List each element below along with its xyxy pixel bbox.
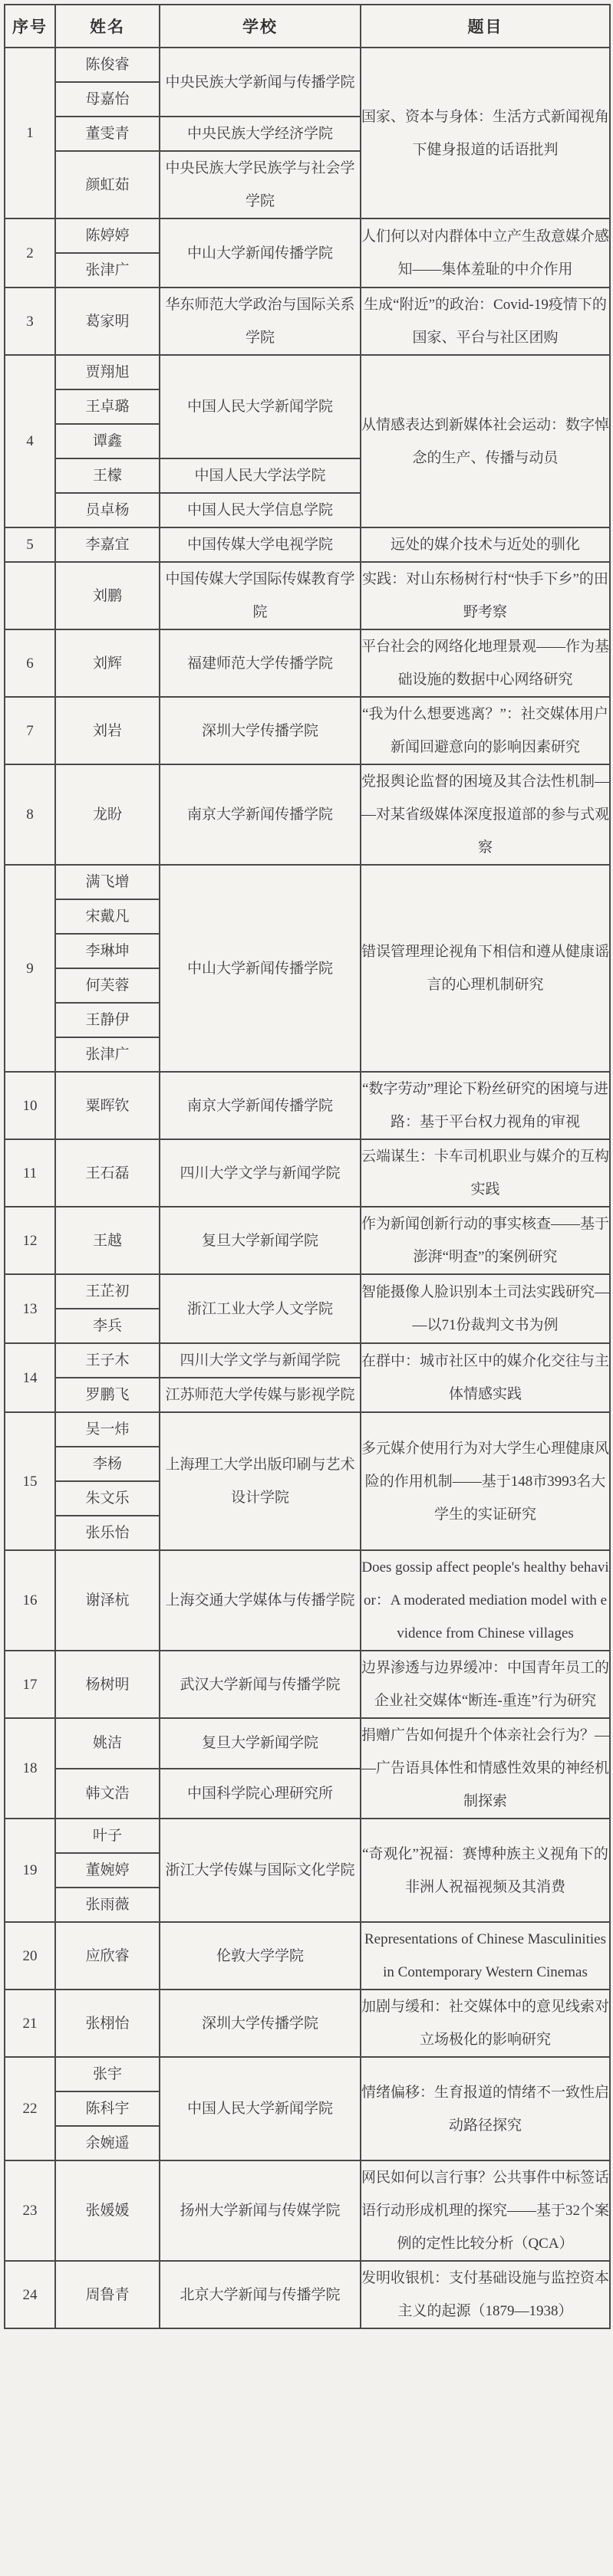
table-row — [5, 2261, 610, 2328]
table-row — [5, 562, 610, 629]
name-cell: 叶子 — [55, 1819, 160, 1853]
title-cell: 作为新闻创新行动的事实核查——基于澎湃“明查”的案例研究 — [361, 1207, 610, 1274]
serial-cell: 12 — [5, 1207, 55, 1274]
table-row — [5, 629, 610, 697]
name-cell: 张津广 — [55, 253, 160, 288]
table-row — [5, 1343, 610, 1378]
name-cell: 王檬 — [55, 458, 160, 493]
serial-cell: 4 — [5, 355, 55, 527]
table-body — [5, 48, 610, 2328]
serial-cell: 9 — [5, 865, 55, 1072]
school-cell: 四川大学文学与新闻学院 — [160, 1343, 361, 1378]
school-cell: 上海交通大学媒体与传播学院 — [160, 1550, 361, 1651]
title-cell: 国家、资本与身体：生活方式新闻视角下健身报道的话语批判 — [361, 48, 610, 219]
school-cell: 复旦大学新闻学院 — [160, 1207, 361, 1274]
name-cell: 董雯青 — [55, 117, 160, 151]
table-row — [5, 527, 610, 562]
name-cell: 王静伊 — [55, 1003, 160, 1037]
serial-cell: 8 — [5, 764, 55, 865]
school-cell: 中山大学新闻传播学院 — [160, 219, 361, 288]
name-cell: 陈俊睿 — [55, 48, 160, 82]
name-cell: 颜虹茹 — [55, 151, 160, 219]
school-cell: 扬州大学新闻与传媒学院 — [160, 2160, 361, 2261]
header-cell-title: 题目 — [361, 5, 610, 48]
title-cell: 在群中：城市社区中的媒介化交往与主体情感实践 — [361, 1343, 610, 1412]
school-cell: 中山大学新闻传播学院 — [160, 865, 361, 1072]
name-cell: 李琳坤 — [55, 934, 160, 968]
name-cell: 刘辉 — [55, 629, 160, 697]
name-cell: 陈科宇 — [55, 2091, 160, 2126]
name-cell: 韩文浩 — [55, 1769, 160, 1819]
title-cell: 边界渗透与边界缓冲：中国青年员工的企业社交媒体“断连-重连”行为研究 — [361, 1651, 610, 1718]
name-cell: 陈婷婷 — [55, 219, 160, 253]
school-cell: 武汉大学新闻与传播学院 — [160, 1651, 361, 1718]
name-cell: 谭鑫 — [55, 424, 160, 458]
serial-cell: 18 — [5, 1718, 55, 1819]
name-cell: 母嘉怡 — [55, 82, 160, 117]
name-cell: 余婉遥 — [55, 2126, 160, 2160]
table-row — [5, 1819, 610, 1853]
name-cell: 吴一炜 — [55, 1412, 160, 1447]
name-cell: 李嘉宜 — [55, 527, 160, 562]
serial-cell: 20 — [5, 1922, 55, 1990]
table-row — [5, 1922, 610, 1990]
name-cell: 张媛媛 — [55, 2160, 160, 2261]
table-row — [5, 1274, 610, 1309]
school-cell: 中国人民大学信息学院 — [160, 493, 361, 527]
title-cell: 多元媒介使用行为对大学生心理健康风险的作用机制——基于148市3993名大学生的实证研究 — [361, 1412, 610, 1550]
table-row — [5, 48, 610, 82]
name-cell: 张乐怡 — [55, 1516, 160, 1550]
school-cell: 上海理工大学出版印刷与艺术设计学院 — [160, 1412, 361, 1550]
school-cell: 中国传媒大学电视学院 — [160, 527, 361, 562]
school-cell: 深圳大学传播学院 — [160, 697, 361, 764]
name-cell: 王越 — [55, 1207, 160, 1274]
name-cell: 刘鹏 — [55, 562, 160, 629]
serial-cell: 7 — [5, 697, 55, 764]
table-header — [5, 5, 610, 48]
school-cell: 中央民族大学民族学与社会学学院 — [160, 151, 361, 219]
title-cell: 生成“附近”的政治：Covid-19疫情下的国家、平台与社区团购 — [361, 288, 610, 355]
school-cell: 南京大学新闻传播学院 — [160, 764, 361, 865]
serial-cell: 14 — [5, 1343, 55, 1412]
title-cell: 捐赠广告如何提升个体亲社会行为？——广告语具体性和情感性效果的神经机制探索 — [361, 1718, 610, 1819]
name-cell: 张宇 — [55, 2057, 160, 2091]
name-cell: 李兵 — [55, 1309, 160, 1343]
title-cell: 加剧与缓和：社交媒体中的意见线索对立场极化的影响研究 — [361, 1990, 610, 2057]
school-cell: 深圳大学传播学院 — [160, 1990, 361, 2057]
school-cell: 北京大学新闻与传播学院 — [160, 2261, 361, 2328]
serial-cell: 19 — [5, 1819, 55, 1922]
school-cell: 浙江大学传媒与国际文化学院 — [160, 1819, 361, 1922]
name-cell: 姚洁 — [55, 1718, 160, 1769]
school-cell: 华东师范大学政治与国际关系学院 — [160, 288, 361, 355]
name-cell: 王子木 — [55, 1343, 160, 1378]
title-cell: 从情感表达到新媒体社会运动：数字悼念的生产、传播与动员 — [361, 355, 610, 527]
table-row — [5, 1412, 610, 1447]
serial-cell: 16 — [5, 1550, 55, 1651]
school-cell: 中国传媒大学国际传媒教育学院 — [160, 562, 361, 629]
name-cell: 员卓杨 — [55, 493, 160, 527]
name-cell: 王石磊 — [55, 1139, 160, 1207]
title-cell: Representations of Chinese Masculinities in Contemporary Western Cinemas — [361, 1922, 610, 1990]
table-row — [5, 1651, 610, 1718]
name-cell: 贾翔旭 — [55, 355, 160, 389]
title-cell: 错误管理理论视角下相信和遵从健康谣言的心理机制研究 — [361, 865, 610, 1072]
school-cell: 江苏师范大学传媒与影视学院 — [160, 1378, 361, 1412]
school-cell: 四川大学文学与新闻学院 — [160, 1139, 361, 1207]
table-row — [5, 764, 610, 865]
title-cell: 党报舆论监督的困境及其合法性机制——对某省级媒体深度报道部的参与式观察 — [361, 764, 610, 865]
name-cell: 杨树明 — [55, 1651, 160, 1718]
serial-cell: 10 — [5, 1072, 55, 1139]
school-cell: 中国人民大学新闻学院 — [160, 2057, 361, 2160]
title-cell: 平台社会的网络化地理景观——作为基础设施的数据中心网络研究 — [361, 629, 610, 697]
serial-cell: 23 — [5, 2160, 55, 2261]
name-cell: 张雨薇 — [55, 1888, 160, 1922]
name-cell: 龙盼 — [55, 764, 160, 865]
title-cell: 情绪偏移：生育报道的情绪不一致性启动路径探究 — [361, 2057, 610, 2160]
name-cell: 周鲁青 — [55, 2261, 160, 2328]
name-cell: 张津广 — [55, 1037, 160, 1072]
school-cell: 中国科学院心理研究所 — [160, 1769, 361, 1819]
name-cell: 粟晖钦 — [55, 1072, 160, 1139]
school-cell: 中央民族大学新闻与传播学院 — [160, 48, 361, 117]
serial-cell: 13 — [5, 1274, 55, 1343]
serial-cell: 6 — [5, 629, 55, 697]
serial-cell: 2 — [5, 219, 55, 288]
title-cell: “数字劳动”理论下粉丝研究的困境与进路：基于平台权力视角的审视 — [361, 1072, 610, 1139]
name-cell: 董婉婷 — [55, 1853, 160, 1888]
name-cell: 满飞增 — [55, 865, 160, 899]
results-table — [4, 4, 611, 2329]
table-row — [5, 697, 610, 764]
header-cell-name: 姓名 — [55, 5, 160, 48]
title-cell: Does gossip affect people's healthy behavior：A moderated mediation model with evidence from Chinese villages — [361, 1550, 610, 1651]
table-row — [5, 219, 610, 253]
name-cell: 王芷初 — [55, 1274, 160, 1309]
serial-cell: 5 — [5, 527, 55, 562]
school-cell: 浙江工业大学人文学院 — [160, 1274, 361, 1343]
title-cell: 智能摄像人脸识别本土司法实践研究——以71份裁判文书为例 — [361, 1274, 610, 1343]
table-row — [5, 1207, 610, 1274]
header-cell-serial: 序号 — [5, 5, 55, 48]
school-cell: 中央民族大学经济学院 — [160, 117, 361, 151]
title-cell: 云端谋生：卡车司机职业与媒介的互构实践 — [361, 1139, 610, 1207]
serial-cell: 24 — [5, 2261, 55, 2328]
school-cell: 中国人民大学法学院 — [160, 458, 361, 493]
table-row — [5, 865, 610, 899]
header-cell-school: 学校 — [160, 5, 361, 48]
school-cell: 南京大学新闻传播学院 — [160, 1072, 361, 1139]
serial-cell: 15 — [5, 1412, 55, 1550]
table-row — [5, 1990, 610, 2057]
name-cell: 张栩怡 — [55, 1990, 160, 2057]
table-row — [5, 2160, 610, 2261]
name-cell: 王卓璐 — [55, 389, 160, 424]
table-row — [5, 2057, 610, 2091]
name-cell: 谢泽杭 — [55, 1550, 160, 1651]
serial-cell — [5, 562, 55, 629]
title-cell: 远处的媒介技术与近处的驯化 — [361, 527, 610, 562]
serial-cell: 11 — [5, 1139, 55, 1207]
table-row — [5, 1139, 610, 1207]
serial-cell: 22 — [5, 2057, 55, 2160]
name-cell: 李杨 — [55, 1447, 160, 1481]
school-cell: 福建师范大学传播学院 — [160, 629, 361, 697]
table-row — [5, 1072, 610, 1139]
school-cell: 复旦大学新闻学院 — [160, 1718, 361, 1769]
name-cell: 何芙蓉 — [55, 968, 160, 1003]
serial-cell: 17 — [5, 1651, 55, 1718]
name-cell: 葛家明 — [55, 288, 160, 355]
table-row — [5, 288, 610, 355]
serial-cell: 1 — [5, 48, 55, 219]
school-cell: 中国人民大学新闻学院 — [160, 355, 361, 458]
name-cell: 应欣睿 — [55, 1922, 160, 1990]
name-cell: 刘岩 — [55, 697, 160, 764]
title-cell: 实践：对山东杨树行村“快手下乡”的田野考察 — [361, 562, 610, 629]
name-cell: 朱文乐 — [55, 1481, 160, 1516]
header-row — [5, 5, 610, 48]
title-cell: “奇观化”祝福：赛博种族主义视角下的非洲人祝福视频及其消费 — [361, 1819, 610, 1922]
table-row — [5, 355, 610, 389]
school-cell: 伦敦大学学院 — [160, 1922, 361, 1990]
name-cell: 罗鹏飞 — [55, 1378, 160, 1412]
serial-cell: 21 — [5, 1990, 55, 2057]
table-row — [5, 1718, 610, 1769]
title-cell: “我为什么想要逃离？”：社交媒体用户新闻回避意向的影响因素研究 — [361, 697, 610, 764]
title-cell: 人们何以对内群体中立产生敌意媒介感知——集体羞耻的中介作用 — [361, 219, 610, 288]
serial-cell: 3 — [5, 288, 55, 355]
title-cell: 网民如何以言行事？公共事件中标签话语行动形成机理的探究——基于32个案例的定性比较分析（QCA） — [361, 2160, 610, 2261]
name-cell: 宋戴凡 — [55, 899, 160, 934]
title-cell: 发明收银机：支付基础设施与监控资本主义的起源（1879—1938） — [361, 2261, 610, 2328]
table-row — [5, 1550, 610, 1651]
